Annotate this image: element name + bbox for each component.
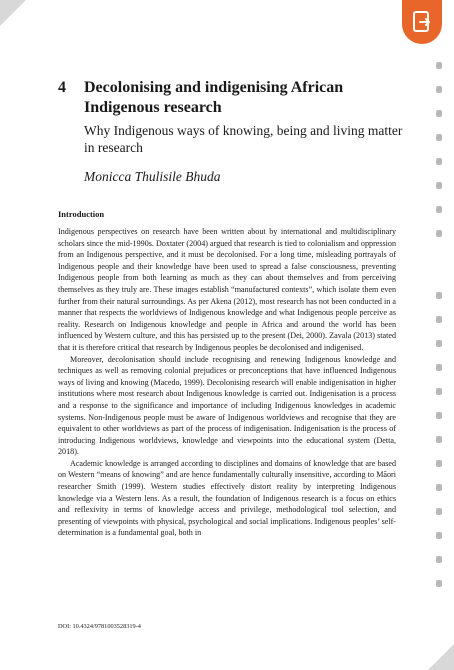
page-corner-bottom-right — [428, 644, 454, 670]
page-edge-marks — [436, 62, 450, 622]
paragraph: Indigenous perspectives on research have been written about by international and multidisciplinary scholars since the mid-1990s. Doxtater (2004) argued that research is tied to colonialism and oppression from an Indigenous perspective, and it must be decolonised. For a long time, misleading portrayals of Indigenous people and their knowledge have been used to spread a false consciousness, preventing Indigenous people from both learning as much as they can about themselves and from perceiving themselves as they truly are. These images establish “manufactured contexts”, which isolate them even further from their natural surroundings. As per Akena (2012), most research has not been conducted in a manner that respects the worldviews of Indigenous knowledge and what Indigenous people perceive as reality. Research on Indigenous knowledge and people in Africa and around the world has been influenced by Western culture, and this has persisted up to the present (Dei, 2000). Zavala (2013) stated that it is therefore critical that research by Indigenous peoples be decolonised and indigenised. — [58, 227, 396, 352]
body-text — [58, 226, 396, 539]
section-heading: Introduction — [58, 209, 105, 219]
author-name: Monicca Thulisile Bhuda — [84, 169, 221, 184]
page-corner-top-left — [0, 0, 26, 26]
chapter-number: 4 — [58, 79, 66, 96]
paragraph: Academic knowledge is arranged according to disciplines and domains of knowledge that are based on Western “means of knowing” and are hence fundamentally culturally insensitive, according to Māori researcher Smith (1999). Western studies effectively distort reality by interpreting Indigenous knowledge via a Western lens. As a result, the foundation of Indigenous research is a focus on ethics and reflexivity in terms of knowledge access and privilege, methodological tool selection, and presenting of viewpoints with physical, psychological and social implications. Indigenous peoples’ self-determination is a fundamental goal, both in — [58, 458, 396, 538]
document-arrow-icon — [411, 10, 433, 34]
paragraph: Moreover, decolonisation should include recognising and renewing Indigenous knowledge and techniques as well as removing colonial prejudices or preconceptions that have influenced Indigenous ways of living and knowing (Macedo, 1999). Decolonising research will enable indigenisation in higher institutions where most research about Indigenous knowledge is carried out. Indigenisation is a process and a response to the significance and importance of including Indigenous knowledges in academic systems. Non-Indigenous people must be aware of Indigenous worldviews and recognise that they are equivalent to other worldviews as part of the process of indigenisation. Indigenisation is the process of introducing Indigenous worldviews, knowledge and viewpoints into the educational system (Detta, 2018). — [58, 354, 396, 457]
reader-mode-button[interactable] — [402, 0, 442, 44]
chapter-title: Decolonising and indigenising African Indigenous research — [84, 79, 344, 116]
doi-footer: DOI: 10.4324/9781003528319-4 — [58, 623, 141, 630]
chapter-subtitle: Why Indigenous ways of knowing, being and living matter in research — [84, 123, 403, 155]
